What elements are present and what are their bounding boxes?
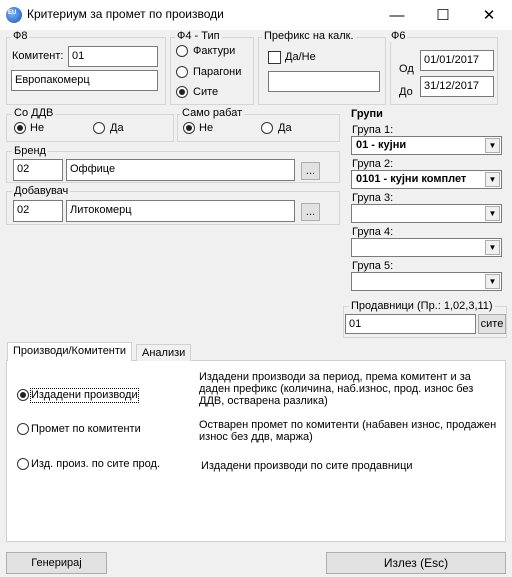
- brand-name-input[interactable]: Оффице: [66, 159, 295, 181]
- vat-yes-label: Да: [110, 122, 124, 134]
- f4-title: Ф4 - Тип: [177, 30, 220, 42]
- group-1-value: 01 - кујни: [356, 139, 407, 151]
- group-3-select[interactable]: [351, 204, 502, 223]
- prefix-checkbox[interactable]: [268, 51, 281, 64]
- report-turnover-clients-label[interactable]: Промет по комитенти: [31, 423, 141, 435]
- f4-invoices-radio[interactable]: [176, 45, 188, 57]
- f4-all-label: Сите: [193, 86, 219, 98]
- tab-analyses[interactable]: Анализи: [136, 344, 191, 361]
- report-issued-products-description: Издадени производи за период, према комитент и за даден префикс (количина, наб.износ, прод. износ без ДДВ, остварена разлика): [199, 371, 474, 407]
- report-all-stores-label[interactable]: Изд. произ. по сите прод.: [31, 458, 161, 470]
- prefix-checkbox-label: Да/Не: [285, 51, 316, 63]
- chevron-down-icon[interactable]: ▼: [485, 206, 500, 221]
- stores-input[interactable]: 01: [345, 314, 476, 334]
- from-date-label: Од: [399, 63, 414, 75]
- discount-title: Само рабат: [182, 107, 243, 119]
- vat-yes-radio[interactable]: [93, 122, 105, 134]
- generate-button[interactable]: Генерирај: [6, 552, 107, 574]
- report-issued-products-radio[interactable]: [17, 389, 29, 401]
- report-issued-products-label[interactable]: Издадени производи: [31, 389, 138, 401]
- stores-all-button[interactable]: сите: [478, 314, 506, 334]
- group-2-value: 0101 - кујни комплет: [356, 173, 467, 185]
- group-3-label: Група 3:: [352, 192, 394, 204]
- group-2-label: Група 2:: [352, 158, 394, 170]
- komitent-name-input[interactable]: Европакомерц: [11, 70, 158, 91]
- brand-title: Бренд: [14, 145, 46, 157]
- to-date-input[interactable]: 31/12/2017: [420, 76, 494, 97]
- f4-all-radio[interactable]: [176, 86, 188, 98]
- window-title: Критериум за промет по производи: [27, 7, 224, 21]
- vat-title: Со ДДВ: [14, 107, 54, 119]
- discount-yes-radio[interactable]: [261, 122, 273, 134]
- f8-title: Ф8: [13, 30, 28, 42]
- group-5-select[interactable]: [351, 272, 502, 291]
- group-5-label: Група 5:: [352, 260, 394, 272]
- supplier-code-input[interactable]: 02: [13, 200, 63, 222]
- supplier-title: Добавувач: [14, 185, 69, 197]
- chevron-down-icon[interactable]: ▼: [485, 274, 500, 289]
- maximize-button[interactable]: ☐: [436, 7, 450, 24]
- brand-browse-button[interactable]: ...: [301, 162, 320, 180]
- minimize-button[interactable]: —: [389, 6, 405, 24]
- group-4-select[interactable]: [351, 238, 502, 257]
- komitent-code-input[interactable]: 01: [68, 46, 158, 67]
- f4-receipts-radio[interactable]: [176, 66, 188, 78]
- prefix-input[interactable]: [268, 71, 380, 92]
- report-turnover-clients-radio[interactable]: [17, 423, 29, 435]
- prefix-title: Префикс на калк.: [264, 30, 354, 42]
- f6-title: Ф6: [391, 30, 406, 42]
- report-turnover-clients-description: Остварен промет по комитенти (набавен износ, продажен износ без ддв, маржа): [199, 419, 497, 443]
- chevron-down-icon[interactable]: ▼: [485, 138, 500, 153]
- komitent-label: Комитент:: [12, 50, 64, 62]
- app-icon: EU: [6, 7, 22, 23]
- f4-receipts-label: Парагони: [193, 66, 242, 78]
- report-all-stores-radio[interactable]: [17, 458, 29, 470]
- brand-code-input[interactable]: 02: [13, 159, 63, 181]
- group-2-select[interactable]: [351, 170, 502, 189]
- f4-invoices-label: Фактури: [193, 45, 236, 57]
- vat-no-radio[interactable]: [14, 122, 26, 134]
- discount-no-radio[interactable]: [183, 122, 195, 134]
- chevron-down-icon[interactable]: ▼: [485, 172, 500, 187]
- chevron-down-icon[interactable]: ▼: [485, 240, 500, 255]
- close-button[interactable]: ✕: [482, 7, 496, 24]
- groups-title: Групи: [351, 108, 383, 120]
- report-all-stores-description: Издадени производи по сите продавници: [201, 460, 413, 472]
- group-4-label: Група 4:: [352, 226, 394, 238]
- group-1-select[interactable]: [351, 136, 502, 155]
- to-date-label: До: [399, 86, 413, 98]
- tab-products-clients[interactable]: Производи/Комитенти: [7, 342, 132, 361]
- discount-no-label: Не: [199, 122, 214, 134]
- from-date-input[interactable]: 01/01/2017: [420, 50, 494, 71]
- exit-button[interactable]: Излез (Esc): [326, 552, 506, 574]
- group-1-label: Група 1:: [352, 124, 394, 136]
- stores-label: Продавници (Пр.: 1,02,3,11): [351, 300, 493, 312]
- vat-no-label: Не: [30, 122, 45, 134]
- supplier-name-input[interactable]: Литокомерц: [66, 200, 295, 222]
- supplier-browse-button[interactable]: ...: [301, 203, 320, 221]
- discount-yes-label: Да: [278, 122, 292, 134]
